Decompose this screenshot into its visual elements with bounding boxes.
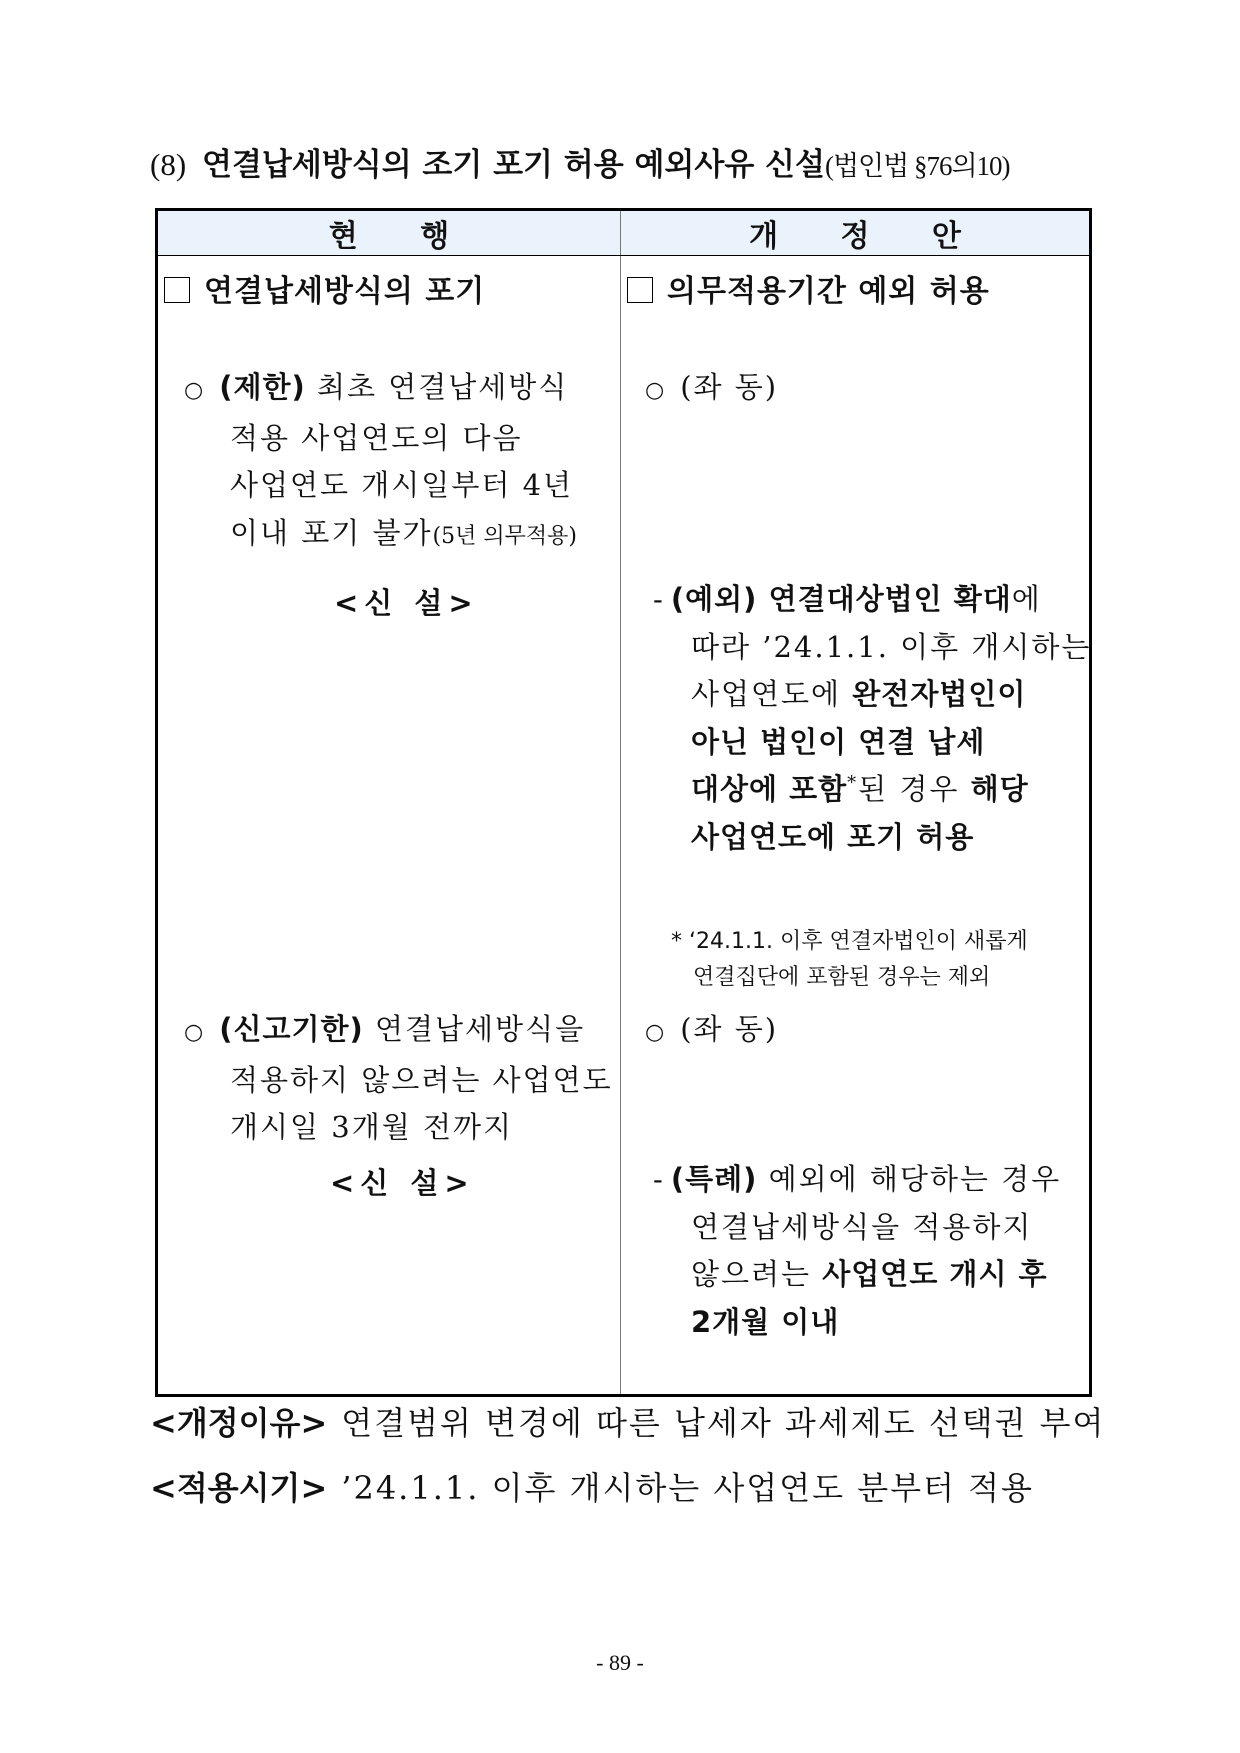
special-line1: 예외에 해당하는 경우	[768, 1162, 1062, 1196]
special-line2: 연결납세방식을 적용하지	[691, 1209, 1033, 1244]
restriction-line2: 적용 사업연도의 다음	[230, 420, 523, 455]
special-line3-normal: 않으려는	[691, 1257, 812, 1291]
proposed-heading	[627, 272, 990, 312]
dash-bullet: -	[653, 582, 663, 616]
circle-bullet-icon: ○	[645, 1020, 665, 1045]
special-line4: 2개월 이내	[691, 1304, 840, 1339]
deadline-line2: 적용하지 않으려는 사업연도	[230, 1062, 613, 1097]
checkbox-square-icon	[627, 277, 653, 303]
section-number: (8)	[150, 147, 187, 182]
amendment-reason	[150, 1398, 1105, 1448]
law-reference: (법인법 §76의10)	[824, 151, 1010, 181]
exception-label: (예외)	[670, 582, 758, 616]
table-body-row	[157, 256, 1091, 1396]
exception-line5-bold: 대상에 포함	[691, 772, 848, 806]
restriction-line1: 최초 연결납세방식	[316, 370, 569, 404]
page-title	[150, 140, 1110, 191]
current-item-deadline	[184, 1006, 613, 1152]
proposed-sub-exception	[653, 576, 1091, 861]
circle-bullet-icon: ○	[184, 378, 204, 403]
page-number: - 89 -	[596, 1650, 644, 1675]
comparison-table	[155, 208, 1092, 1397]
same-as-left-1: (좌 동)	[680, 370, 779, 404]
reason-text: 연결범위 변경에 따른 납세자 과세제도 선택권 부여	[341, 1404, 1106, 1442]
restriction-line4: 이내 포기 불가	[230, 515, 433, 550]
same-as-left-2: (좌 동)	[680, 1012, 779, 1046]
deadline-line3: 개시일 3개월 전까지	[230, 1110, 513, 1144]
footnote-line2: 연결집단에 포함된 경우는 제외	[693, 965, 991, 990]
special-label: (특례)	[670, 1162, 758, 1196]
restriction-note: (5년 의무적용)	[432, 523, 577, 549]
exception-line3-bold: 완전자법인이	[852, 677, 1027, 711]
effective-date	[150, 1463, 1034, 1513]
proposed-item-1	[645, 364, 778, 415]
exception-line6: 사업연도에 포기 허용	[691, 819, 975, 854]
current-heading-text: 연결납세방식의 포기	[204, 274, 486, 309]
footnote-marker: *	[847, 772, 859, 794]
footnote-line1: * ‘24.1.1. 이후 연결자법인이 새롭게	[671, 929, 1028, 954]
proposed-heading-text: 의무적용기간 예외 허용	[667, 274, 990, 309]
exception-line5-normal: 된 경우	[858, 772, 960, 806]
dash-bullet: -	[653, 1162, 663, 1196]
effective-label: <적용시기>	[150, 1469, 328, 1507]
exception-line2: 따라 ’24.1.1. 이후 개시하는	[691, 629, 1092, 664]
restriction-line3: 사업연도 개시일부터 4년	[230, 468, 574, 502]
exception-line4: 아닌 법인이 연결 납세	[691, 724, 986, 759]
exception-line1-tail: 에	[1011, 582, 1042, 616]
new-provision-label-2: <신 설>	[330, 1166, 475, 1200]
table-header-row	[157, 210, 1091, 256]
header-current: 현 행	[157, 210, 621, 256]
footnote	[671, 924, 1028, 996]
deadline-line1: 연결납세방식을	[375, 1012, 586, 1046]
special-line3-bold: 사업연도 개시 후	[822, 1257, 1048, 1291]
header-proposed: 개 정 안	[621, 210, 1091, 256]
current-column	[157, 256, 621, 1396]
new-provision-label-1: <신 설>	[334, 586, 479, 620]
circle-bullet-icon: ○	[645, 378, 665, 403]
proposed-column	[621, 256, 1091, 1396]
exception-bold: 연결대상법인 확대	[768, 582, 1012, 616]
proposed-item-2	[645, 1006, 778, 1057]
current-item-restriction	[184, 364, 577, 560]
current-heading	[164, 272, 485, 312]
effective-text: ’24.1.1. 이후 개시하는 사업연도 분부터 적용	[341, 1469, 1034, 1507]
reason-label: <개정이유>	[150, 1404, 328, 1442]
checkbox-square-icon	[164, 277, 190, 303]
exception-line3-normal: 사업연도에	[691, 677, 842, 711]
circle-bullet-icon: ○	[184, 1020, 204, 1045]
deadline-label: (신고기한)	[219, 1012, 364, 1046]
section-title: 연결납세방식의 조기 포기 허용 예외사유 신설	[202, 147, 825, 183]
restriction-label: (제한)	[219, 370, 306, 404]
proposed-sub-special	[653, 1156, 1061, 1346]
exception-line5-bold2: 해당	[970, 772, 1029, 806]
